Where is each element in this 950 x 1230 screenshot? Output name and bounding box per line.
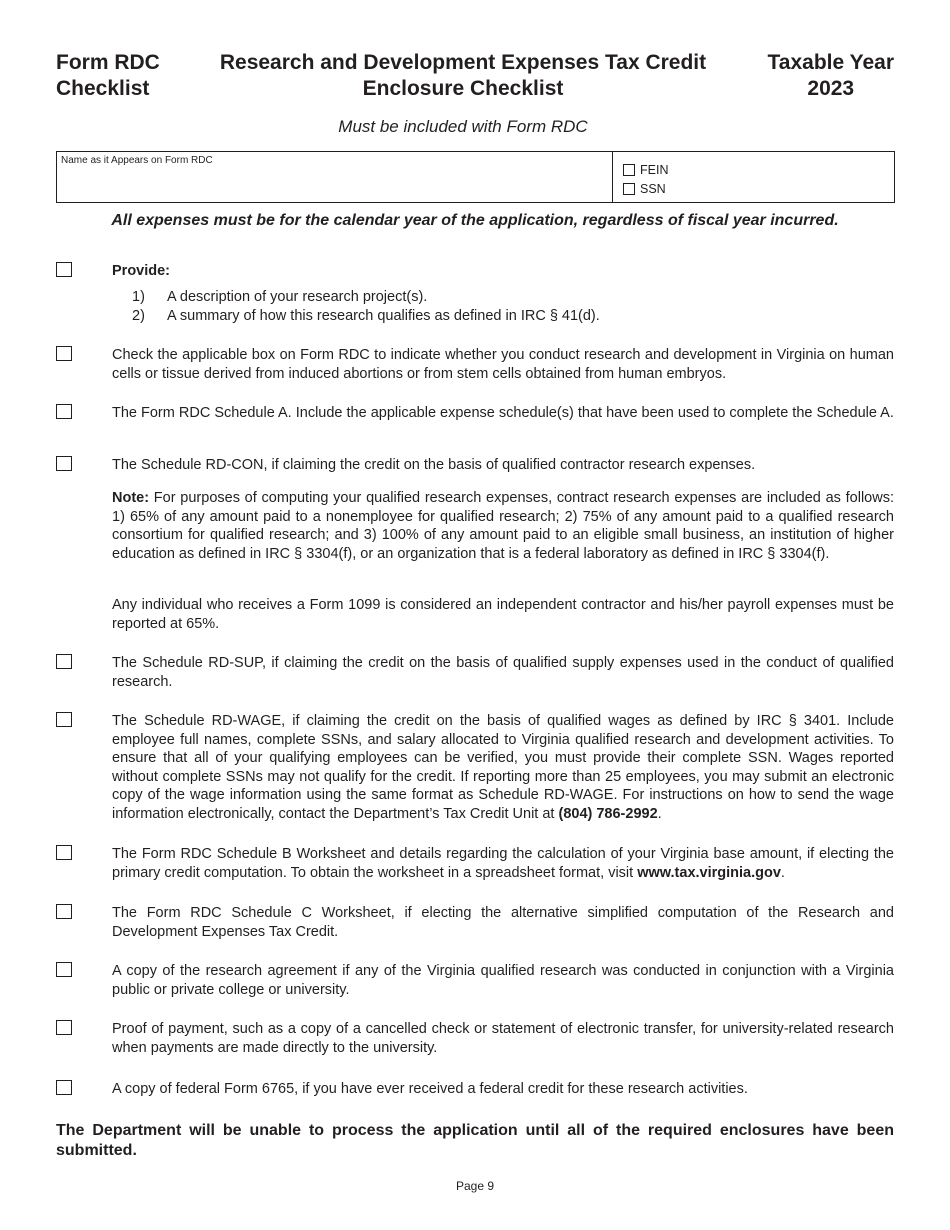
rd-wage-end: . bbox=[657, 805, 662, 822]
page-title bbox=[176, 50, 750, 102]
fein-checkbox[interactable] bbox=[623, 164, 635, 176]
schedule-c-text: The Form RDC Schedule C Worksheet, if electing the alternative simplified computation of the Research and Development Expenses Tax Credit. bbox=[112, 905, 894, 940]
ssn-option[interactable] bbox=[623, 179, 668, 198]
form-6765-text: A copy of federal Form 6765, if you have ever received a federal credit for these research activities. bbox=[112, 1081, 748, 1097]
list-item bbox=[132, 307, 600, 326]
page-title-line2: Enclosure Checklist bbox=[362, 77, 564, 100]
rd-con-text: The Schedule RD-CON, if claiming the credit on the basis of qualified contractor research expenses. bbox=[112, 457, 756, 473]
form-id bbox=[56, 50, 160, 102]
checkbox-human-cells[interactable] bbox=[56, 346, 72, 361]
checkbox-rd-con[interactable] bbox=[56, 456, 72, 471]
checkbox-rd-wage[interactable] bbox=[56, 712, 72, 727]
schedule-a-text: The Form RDC Schedule A. Include the applicable expense schedule(s) that have been used to complete the Schedule A. bbox=[112, 405, 894, 421]
name-box bbox=[56, 151, 895, 203]
checkbox-schedule-b[interactable] bbox=[56, 845, 72, 860]
taxable-year-value: 2023 bbox=[807, 77, 855, 100]
note-label: Note: bbox=[112, 490, 150, 506]
form-1099-note: Any individual who receives a Form 1099 is considered an independent contractor and his/her payroll expenses must be reported at 65%. bbox=[112, 597, 894, 632]
expense-notice: All expenses must be for the calendar year of the application, regardless of fiscal year incurred. bbox=[111, 212, 839, 229]
checkbox-schedule-c[interactable] bbox=[56, 904, 72, 919]
rd-con-note bbox=[112, 489, 894, 563]
taxable-year-label: Taxable Year bbox=[767, 51, 894, 74]
fein-option[interactable] bbox=[623, 160, 668, 179]
page-header bbox=[56, 50, 894, 106]
provide-label: Provide: bbox=[112, 263, 171, 279]
checkbox-agreement[interactable] bbox=[56, 962, 72, 977]
checkbox-payment[interactable] bbox=[56, 1020, 72, 1035]
schedule-b-end: . bbox=[780, 864, 785, 881]
list-item bbox=[132, 288, 600, 307]
checkbox-rd-sup[interactable] bbox=[56, 654, 72, 669]
id-type-options bbox=[623, 160, 668, 198]
schedule-b-body: The Form RDC Schedule B Worksheet and details regarding the calculation of your Virginia base amount, if electing the primary credit computation. To obtain the worksheet in a spreadsheet format, visit bbox=[112, 846, 894, 881]
checkbox-provide[interactable] bbox=[56, 262, 72, 277]
checkbox-form-6765[interactable] bbox=[56, 1080, 72, 1095]
form-id-line2: Checklist bbox=[56, 77, 150, 100]
list-item-number: 1) bbox=[132, 289, 145, 305]
tax-website-link[interactable]: www.tax.virginia.gov bbox=[637, 864, 781, 881]
payment-text: Proof of payment, such as a copy of a cancelled check or statement of electronic transfer, for university-related research when payments are made directly to the university. bbox=[112, 1021, 894, 1056]
list-item-text: A description of your research project(s). bbox=[167, 289, 428, 305]
human-cells-text: Check the applicable box on Form RDC to indicate whether you conduct research and development in Virginia on human cells or tissue derived from induced abortions or from stem cells obtained from human embryos. bbox=[112, 347, 894, 382]
checkbox-schedule-a[interactable] bbox=[56, 404, 72, 419]
rd-wage-text bbox=[112, 712, 894, 824]
tax-credit-unit-phone: (804) 786-2992 bbox=[558, 805, 658, 822]
subtitle: Must be included with Form RDC bbox=[338, 117, 588, 136]
page-title-line1: Research and Development Expenses Tax Credit bbox=[219, 51, 707, 74]
taxable-year bbox=[768, 50, 894, 102]
form-id-line1: Form RDC bbox=[56, 51, 160, 74]
name-field-label: Name as it Appears on Form RDC bbox=[61, 155, 213, 166]
agreement-text: A copy of the research agreement if any of the Virginia qualified research was conducted in conjunction with a Virginia public or private college or university. bbox=[112, 963, 894, 998]
note-text: For purposes of computing your qualified research expenses, contract research expenses are included as follows: 1) 65% of any amount paid to a nonemployee for qualified research; 2) 75% of any amount paid to a qualified research consortium for qualified research; and 3) 100% of any amount paid to an eligible small business, an institution of higher education as defined in IRC § 3304(f), or an organization that is a federal laboratory as defined in IRC § 3304(f). bbox=[112, 490, 894, 562]
ssn-checkbox[interactable] bbox=[623, 183, 635, 195]
page-number: Page 9 bbox=[455, 1179, 495, 1193]
footer-note: The Department will be unable to process the application until all of the required enclosures have been submitted. bbox=[56, 1122, 894, 1159]
rd-sup-text: The Schedule RD-SUP, if claiming the credit on the basis of qualified supply expenses used in the conduct of qualified research. bbox=[112, 655, 894, 690]
name-field[interactable] bbox=[57, 152, 613, 202]
rd-wage-body: The Schedule RD-WAGE, if claiming the credit on the basis of qualified wages as defined by IRC § 3401. Include employee full names, complete SSNs, and salary allocated to Virginia qualified research and development activities. To ensure that all of your qualifying employees can be verified, you must provide their complete SSN. Wages reported without complete SSNs may not qualify for the credit. If reporting more than 25 employees, you may submit an electronic copy of the wage information using the same format as Schedule RD-WAGE. For instructions on how to send the wage information electronically, contact the Department’s Tax Credit Unit at bbox=[112, 713, 894, 822]
schedule-b-text bbox=[112, 845, 894, 882]
provide-sublist bbox=[132, 288, 600, 325]
list-item-number: 2) bbox=[132, 307, 145, 324]
list-item-text: A summary of how this research qualifies as defined in IRC § 41(d). bbox=[167, 307, 600, 324]
fein-label: FEIN bbox=[640, 162, 669, 177]
ssn-label: SSN bbox=[640, 181, 666, 196]
